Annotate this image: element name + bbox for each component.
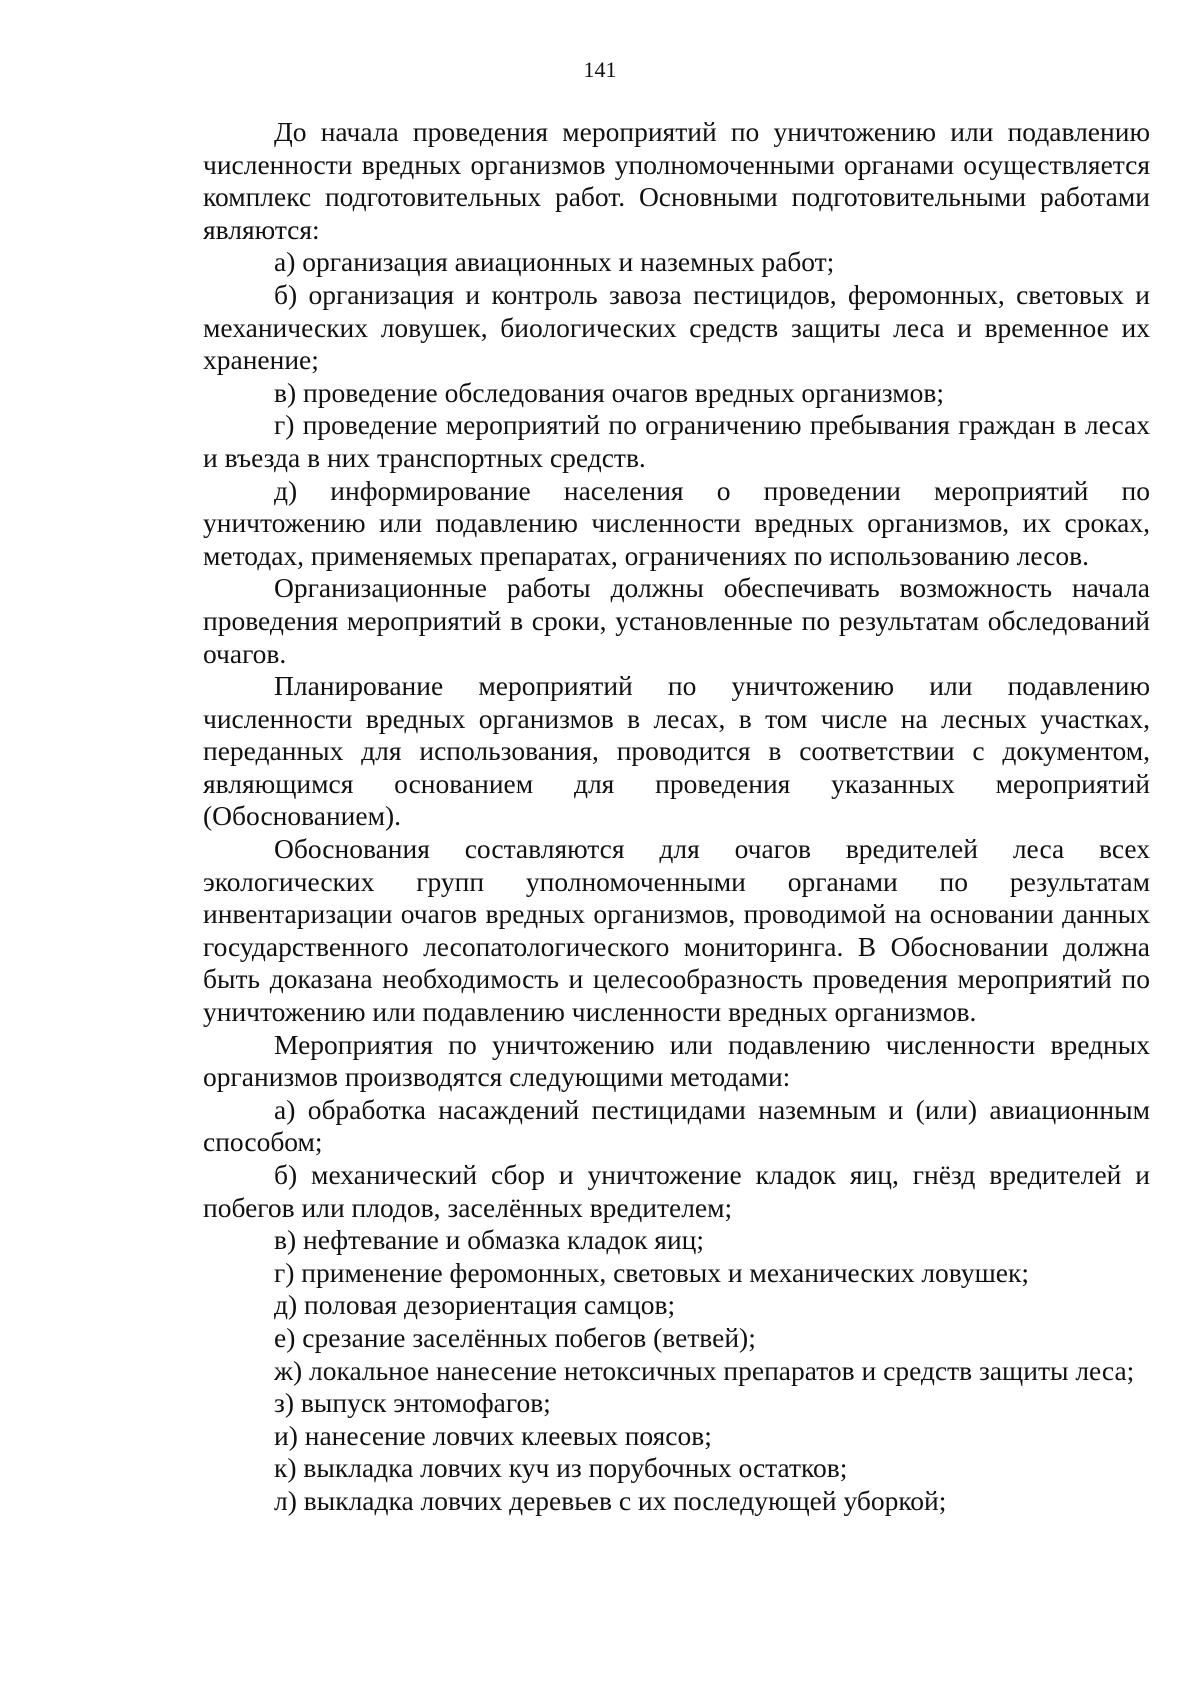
paragraph: Обоснования составляются для очагов вредителей леса всех экологических групп уполномоченными органами по результатам инвентаризации очагов вредных организмов, проводимой на основании данных государственного лесопатологического мониторинга. В Обосновании должна быть доказана необходимость и целесообразность проведения мероприятий по уничтожению или подавлению численности вредных организмов. xyxy=(203,833,1150,1028)
list-item: б) организация и контроль завоза пестицидов, феромонных, световых и механических ловушек, биологических средств защиты леса и временное их хранение; xyxy=(203,278,1150,376)
list-item: е) срезание заселённых побегов (ветвей); xyxy=(274,1321,756,1353)
list-item: г) проведение мероприятий по ограничению пребывания граждан в лесах и въезда в них транспортных средств. xyxy=(203,409,1150,473)
list-item: б) механический сбор и уничтожение кладок яиц, гнёзд вредителей и побегов или плодов, заселённых вредителем; xyxy=(203,1159,1150,1223)
intro-paragraph: До начала проведения мероприятий по уничтожению или подавлению численности вредных организмов уполномоченными органами осуществляется комплекс подготовительных работ. Основными подготовительными работами являются: xyxy=(203,116,1150,245)
list-item: л) выкладка ловчих деревьев с их последующей уборкой; xyxy=(274,1484,947,1516)
list-item: ж) локальное нанесение нетоксичных препаратов и средств защиты леса; xyxy=(274,1354,1135,1386)
list-item: д) информирование населения о проведении мероприятий по уничтожению или подавлению численности вредных организмов, их сроках, методах, применяемых препаратах, ограничениях по использованию лесов. xyxy=(203,474,1150,571)
list-item: г) применение феромонных, световых и механических ловушек; xyxy=(274,1256,1029,1288)
list-item: в) нефтевание и обмазка кладок яиц; xyxy=(274,1224,705,1256)
list-item: а) организация авиационных и наземных работ; xyxy=(274,246,835,278)
list-item: а) обработка насаждений пестицидами наземным и (или) авиационным способом; xyxy=(203,1093,1150,1158)
paragraph: Планирование мероприятий по уничтожению или подавлению численности вредных организмов в лесах, в том числе на лесных участках, переданных для использования, проводится в соответствии с документом, являющимся основанием для проведения указанных мероприятий (Обоснованием). xyxy=(203,670,1150,832)
paragraph: Организационные работы должны обеспечивать возможность начала проведения мероприятий в сроки, установленные по результатам обследований очагов. xyxy=(203,572,1150,669)
page-number: 141 xyxy=(583,57,617,82)
paragraph: Мероприятия по уничтожению или подавлению численности вредных организмов производятся следующими методами: xyxy=(203,1028,1150,1093)
list-item: д) половая дезориентация самцов; xyxy=(274,1289,676,1321)
list-item: з) выпуск энтомофагов; xyxy=(274,1387,551,1419)
list-item: к) выкладка ловчих куч из порубочных остатков; xyxy=(274,1452,848,1484)
list-item: в) проведение обследования очагов вредных организмов; xyxy=(274,376,944,408)
body-text xyxy=(203,116,1150,1518)
list-item: и) нанесение ловчих клеевых поясов; xyxy=(274,1419,712,1451)
